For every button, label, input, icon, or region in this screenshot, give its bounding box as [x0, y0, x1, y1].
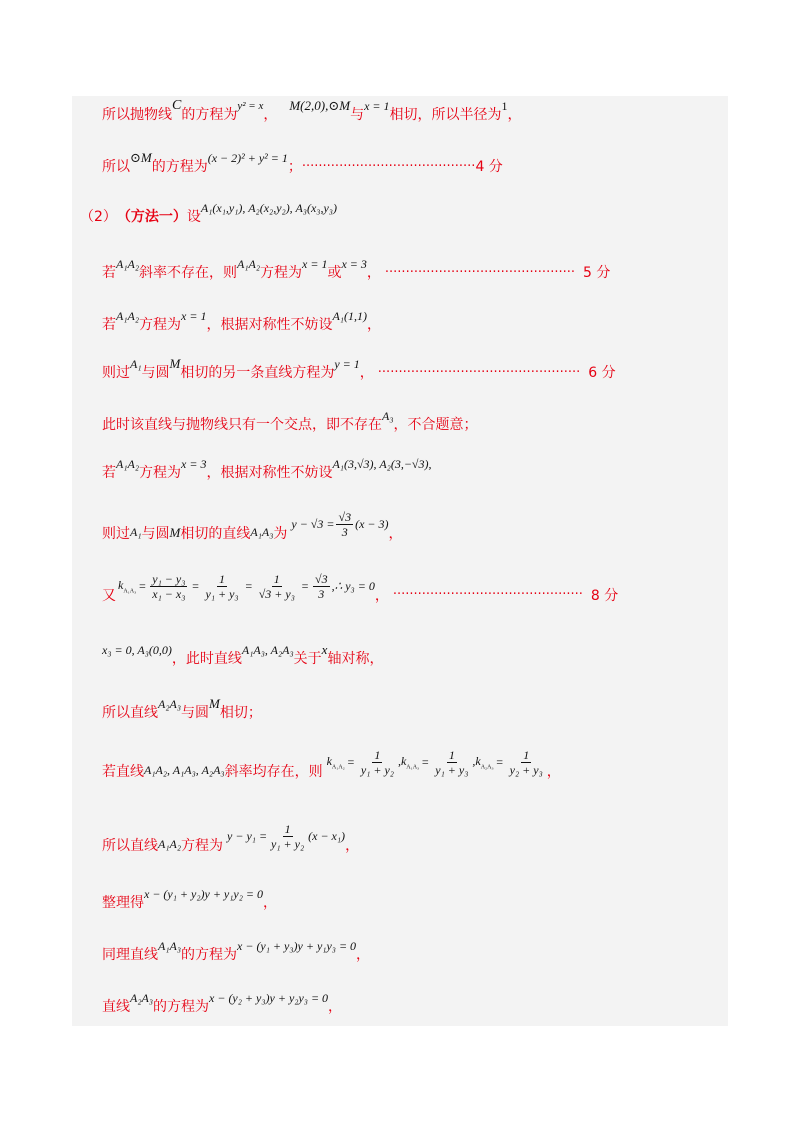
math: A₁A₂ — [116, 308, 140, 323]
equals: = — [346, 755, 355, 769]
numerator: 1 — [273, 572, 280, 586]
text: ， — [328, 999, 343, 1015]
line-12 — [102, 696, 262, 722]
text: ， — [345, 837, 360, 854]
math — [327, 754, 345, 770]
part-label: （2） — [80, 209, 117, 225]
math: x − (y₁ + y₂)y + y₁y₂ = 0 — [144, 886, 264, 901]
numerator: √3 — [315, 572, 328, 586]
text: 同理直线 — [102, 947, 158, 963]
text: 相切，所以半径为 — [389, 107, 502, 123]
text: 与 — [350, 107, 365, 123]
math: A₁ — [130, 525, 142, 539]
math: y − √3 = — [291, 517, 335, 531]
equals: = — [138, 579, 147, 593]
math: x = 3 — [181, 456, 207, 471]
numerator: y₁ − y₃ — [152, 572, 186, 586]
text: 整理得 — [102, 895, 144, 911]
numerator: 1 — [523, 748, 530, 762]
math: A₁A₂, A₁A₃, A₂A₃ — [144, 763, 225, 777]
math: x = 1 — [364, 98, 390, 113]
text: ； — [287, 159, 302, 175]
math: A₂A₃ — [130, 990, 154, 1005]
fraction — [269, 822, 306, 851]
text: 所以直线 — [102, 837, 158, 854]
text: 所以直线 — [102, 705, 158, 721]
score: 6 分 — [588, 365, 616, 381]
line-1 — [102, 98, 522, 124]
equals: = — [495, 755, 504, 769]
text: 直线 — [102, 999, 130, 1015]
text: 若 — [102, 317, 116, 333]
subscript: A₁A₃ — [123, 588, 137, 595]
line-7 — [102, 408, 478, 434]
equals: = — [244, 579, 253, 593]
text: ， — [263, 107, 278, 123]
math: y² = x — [237, 100, 264, 112]
text: 的方程为 — [181, 107, 238, 123]
math: (x − 3) — [355, 517, 389, 531]
numerator: 1 — [448, 748, 455, 762]
fraction — [359, 748, 396, 777]
math: A₁A₂ — [158, 837, 182, 851]
text: 若 — [102, 465, 116, 481]
math: x − (y₁ + y₃)y + y₁y₃ = 0 — [237, 938, 357, 953]
text: 斜率不存在，则 — [139, 265, 238, 281]
math: (x − x₁) — [308, 829, 346, 843]
text: ，根据对称性不妨设 — [206, 317, 333, 333]
fraction — [433, 748, 470, 777]
score: 5 分 — [583, 265, 611, 281]
denominator: y₂ + y₃ — [509, 763, 543, 777]
line-2 — [102, 150, 503, 176]
text: 与圆 — [141, 365, 170, 381]
line-3 — [80, 200, 337, 226]
line-11 — [102, 642, 384, 668]
score: 8 分 — [590, 587, 619, 604]
text: 若直线 — [102, 763, 144, 780]
math — [398, 754, 419, 770]
denominator: 3 — [341, 525, 348, 539]
dot-leader: ················································· — [377, 364, 581, 380]
subscript: A₂A₃ — [480, 764, 494, 771]
text: ， — [546, 763, 561, 780]
text: 所以 — [102, 159, 130, 175]
math: x − (y₂ + y₃)y + y₂y₃ = 0 — [209, 990, 329, 1005]
math: x — [321, 642, 328, 657]
math: 1 — [501, 98, 508, 113]
math: A₁(3,√3), A₂(3,−√3), — [332, 456, 432, 471]
fraction — [257, 572, 297, 601]
math: C — [172, 98, 182, 113]
line-13 — [102, 748, 561, 785]
text: 相切的另一条直线方程为 — [180, 365, 335, 381]
fraction — [508, 748, 545, 777]
text: ， — [366, 317, 381, 333]
text: 方程为 — [139, 317, 182, 333]
math: A₁A₂ — [237, 256, 261, 271]
text: 为 — [273, 525, 288, 542]
text: ， — [507, 107, 522, 123]
equals: = — [191, 579, 200, 593]
text: ， — [366, 265, 381, 281]
math: M — [169, 356, 181, 371]
math: A₁(x₁,y₁), A₂(x₂,y₂), A₃(x₃,y₃) — [200, 200, 337, 215]
denominator: √3 + y₃ — [258, 587, 295, 601]
slope-k: k — [118, 578, 124, 593]
text: ，根据对称性不妨设 — [206, 465, 333, 481]
fraction — [313, 572, 330, 601]
math: A₁A₃ — [158, 938, 182, 953]
text: 的方程为 — [151, 159, 208, 175]
subscript: A₁A₂ — [331, 764, 345, 771]
text: 又 — [102, 587, 116, 604]
text: 的方程为 — [153, 999, 210, 1015]
math: y − y₁ = — [227, 829, 268, 843]
numerator: √3 — [338, 510, 352, 524]
denominator: y₁ + y₂ — [271, 837, 305, 851]
math: A₂A₃ — [158, 696, 182, 711]
math: x = 3 — [341, 256, 367, 271]
math: x = 1 — [302, 256, 328, 271]
slope-k: ,k — [397, 754, 407, 769]
fraction — [150, 572, 187, 601]
line-16 — [102, 938, 371, 964]
text: 与圆 — [181, 705, 210, 721]
text: 则过 — [102, 525, 130, 542]
denominator: y₁ + y₃ — [205, 587, 239, 601]
slope-k: ,k — [472, 754, 481, 769]
line-14 — [102, 822, 360, 859]
line-6 — [102, 356, 616, 382]
line-17 — [102, 990, 343, 1016]
text: 方程为 — [181, 837, 224, 854]
text: 则过 — [102, 365, 130, 381]
line-15 — [102, 886, 278, 912]
math: x = 1 — [181, 308, 207, 323]
text: ，不合题意； — [393, 417, 478, 433]
subscript: A₁A₃ — [406, 764, 420, 771]
math: ⊙M — [130, 150, 152, 165]
equals: = — [300, 579, 309, 593]
numerator: 1 — [284, 822, 291, 836]
text: 或 — [327, 265, 342, 281]
text: 轴对称， — [327, 651, 384, 667]
math: A₁A₃ — [250, 525, 274, 539]
numerator: 1 — [219, 572, 226, 586]
math: A₁A₃, A₂A₃ — [241, 642, 294, 657]
text: 所以抛物线 — [102, 107, 172, 123]
slope-k: k — [326, 754, 332, 769]
math: M(2,0),⊙M — [289, 98, 351, 113]
dot-leader: ·············································· — [392, 587, 583, 602]
denominator: 3 — [318, 587, 325, 601]
text: ， — [388, 525, 403, 542]
text: 方程为 — [139, 465, 182, 481]
text: ， — [356, 947, 371, 963]
line-8 — [102, 456, 432, 482]
math: x₃ = 0, A₃(0,0) — [102, 642, 172, 657]
fraction — [204, 572, 241, 601]
score: 4 分 — [475, 159, 503, 175]
text: 相切； — [219, 705, 262, 721]
denominator: y₁ + y₃ — [435, 763, 469, 777]
math: ,∴ y₃ = 0 — [331, 579, 375, 593]
math — [472, 754, 493, 770]
math: (x − 2)² + y² = 1 — [207, 150, 288, 165]
numerator: 1 — [374, 748, 381, 762]
math: A₃ — [382, 408, 394, 423]
text: 相切的直线 — [180, 525, 251, 542]
text: ， — [359, 365, 374, 381]
text: ， — [263, 895, 278, 911]
line-9 — [102, 510, 403, 547]
denominator: x₁ − x₃ — [152, 587, 186, 601]
equals: = — [421, 755, 430, 769]
text: 与圆 — [141, 525, 170, 542]
math: A₁ — [130, 356, 142, 371]
math: M — [169, 524, 181, 540]
math: M — [209, 696, 220, 711]
math: y = 1 — [334, 356, 360, 371]
dot-leader: ·········································· — [301, 158, 476, 174]
fraction — [336, 510, 353, 539]
line-4 — [102, 256, 611, 282]
text: 的方程为 — [181, 947, 238, 963]
math: A₁(1,1) — [332, 308, 367, 323]
text: 斜率均存在，则 — [224, 763, 323, 780]
text: 此时该直线与抛物线只有一个交点，即不存在 — [102, 417, 382, 433]
text: 设 — [186, 209, 201, 225]
denominator: y₁ + y₂ — [360, 763, 394, 777]
line-5 — [102, 308, 381, 334]
method-label: （方法一） — [116, 209, 187, 225]
text: ， — [374, 587, 389, 604]
math: A₁A₂ — [116, 256, 140, 271]
text: 若 — [102, 265, 116, 281]
text: 关于 — [293, 651, 322, 667]
line-10 — [102, 572, 619, 609]
text: ，此时直线 — [171, 651, 242, 667]
math — [118, 578, 136, 594]
math: A₁A₂ — [116, 456, 140, 471]
text: 方程为 — [260, 265, 303, 281]
dot-leader: ·············································· — [384, 264, 575, 280]
